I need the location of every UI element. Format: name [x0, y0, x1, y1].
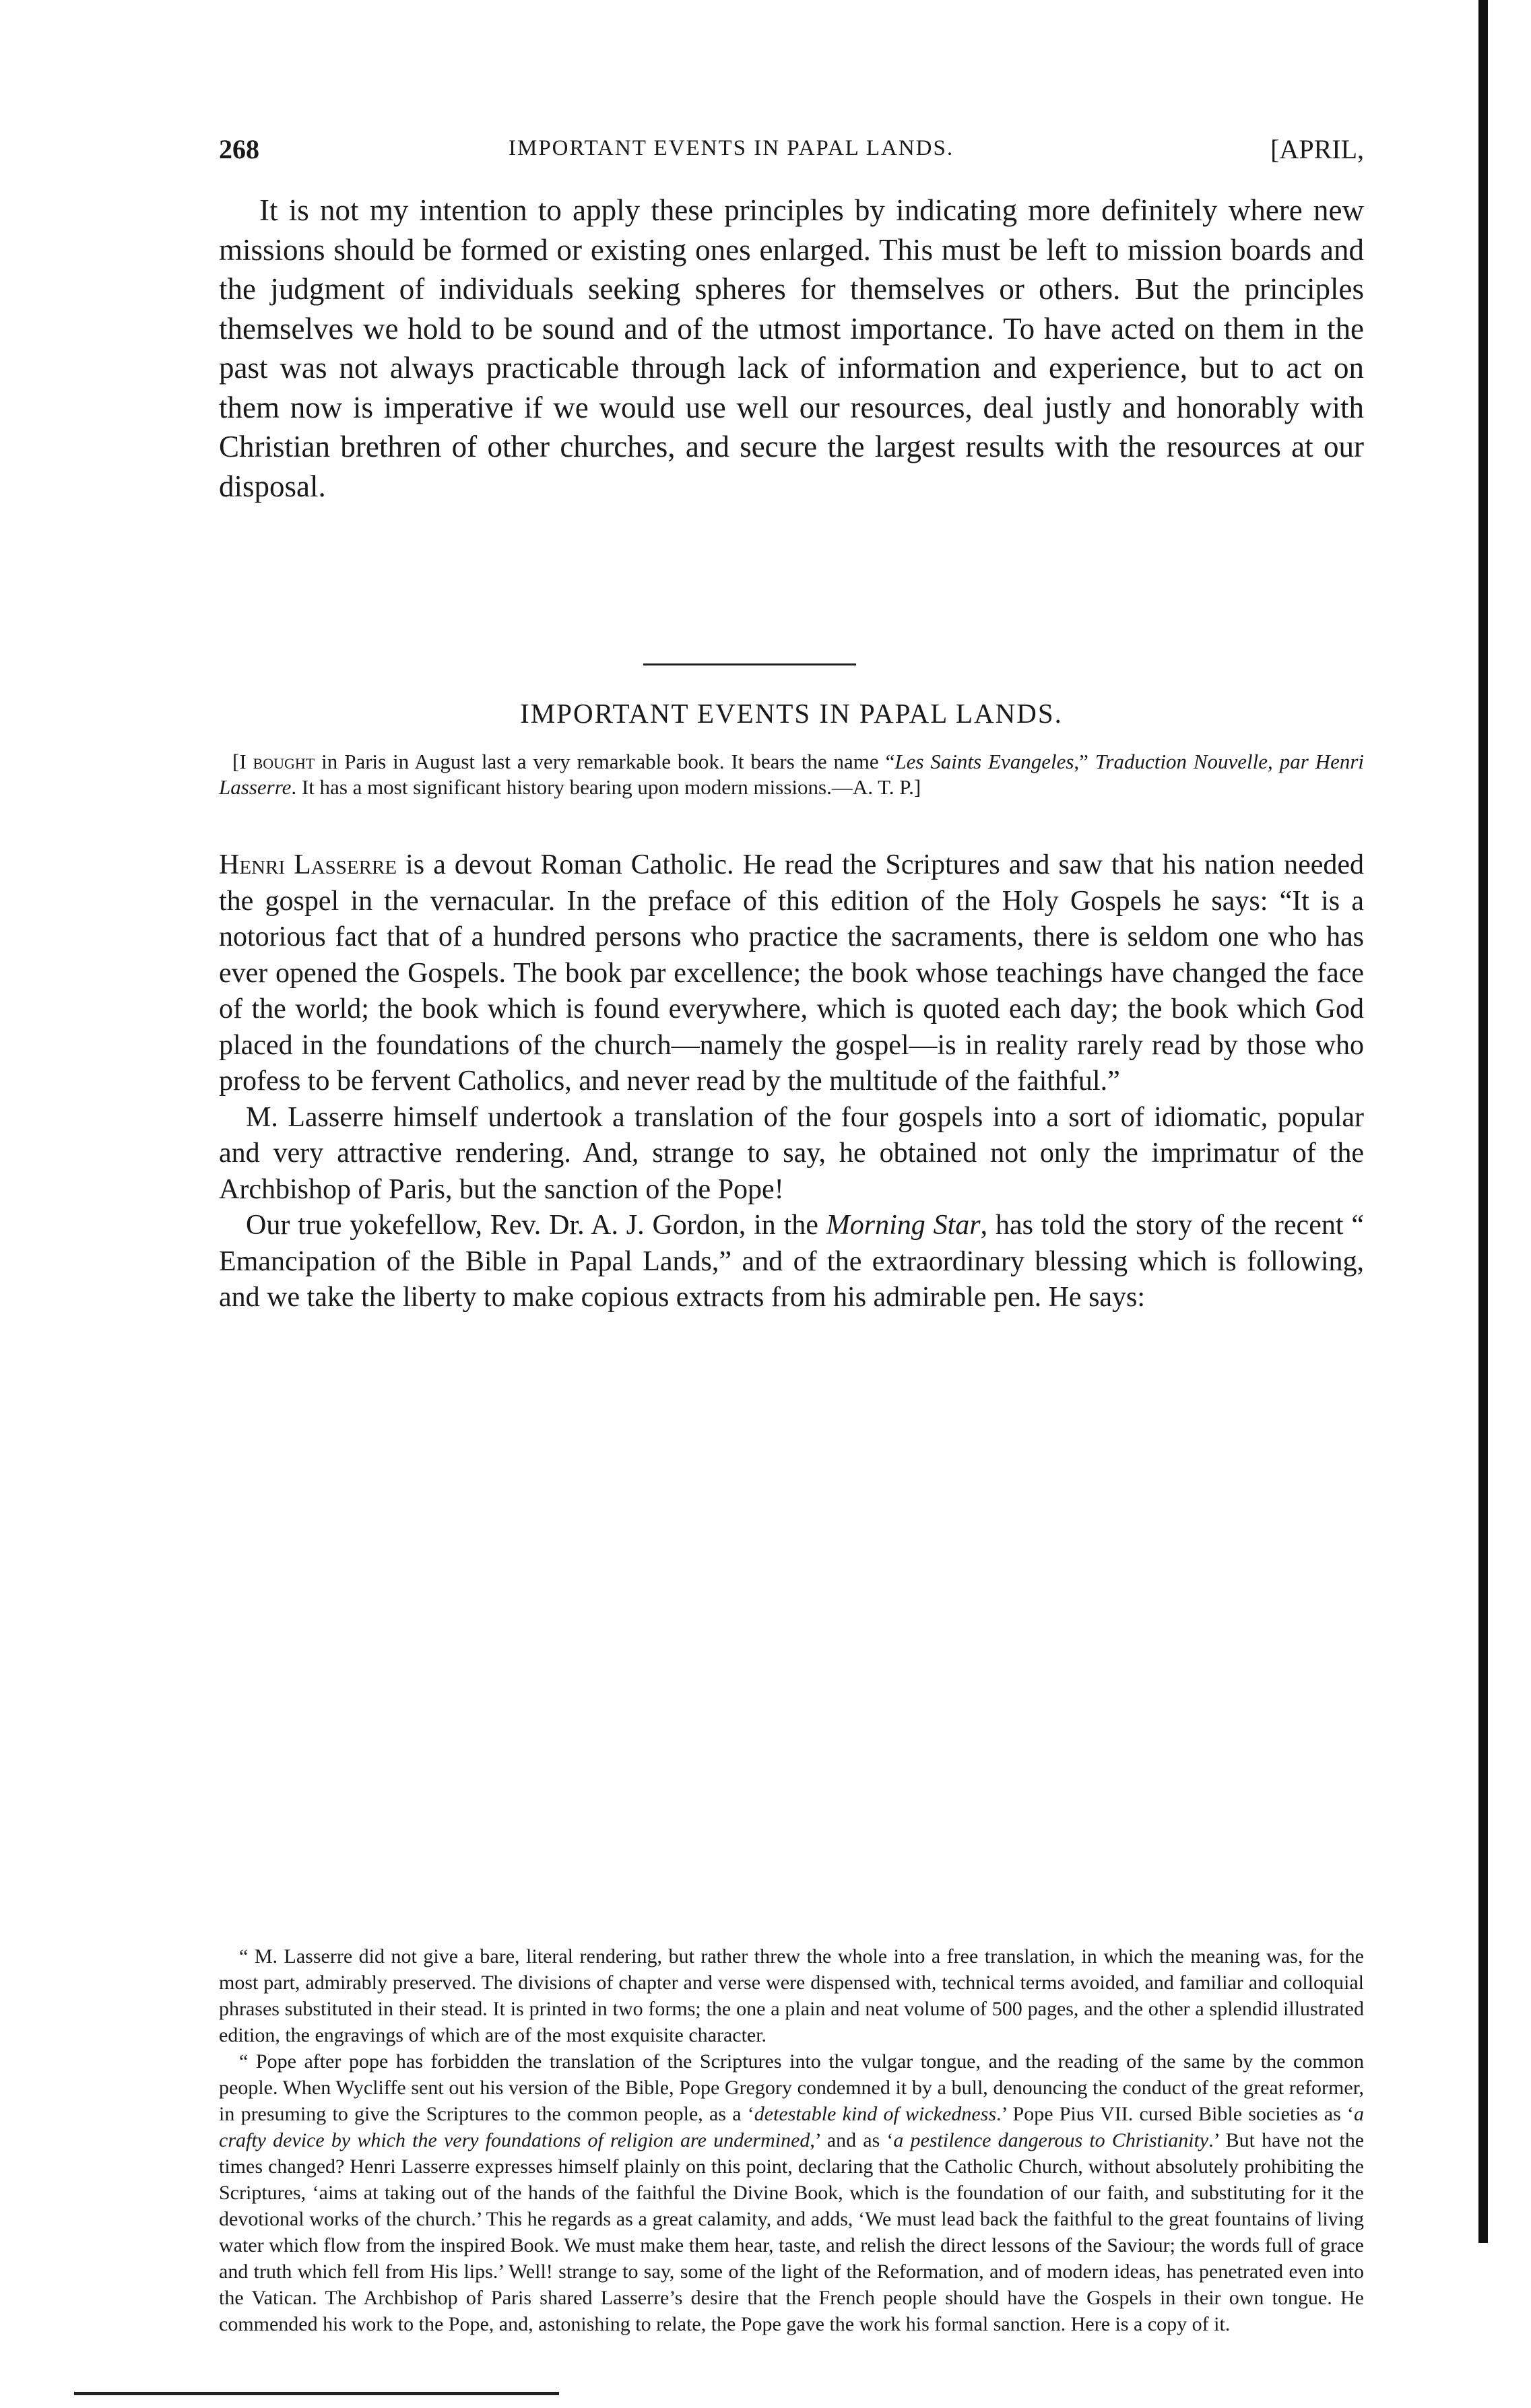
quote-2-italic-1: detestable kind of wickedness: [754, 2103, 997, 2125]
quote-2-italic-3: a pestilence dangerous to Christianity: [893, 2129, 1209, 2151]
quote-paragraph-1: “ M. Lasserre did not give a bare, literal rendering, but rather threw the whole into a free translation, in which the meaning was, for the most part, admirably preserved. The divisions of chapter and verse were dispensed with, technical terms avoided, and familiar and colloquial phrases substituted in their stead. It is printed in two forms; the one a plain and neat volume of 500 pages, and the other a splendid illustrated edition, the engravings of which are of the most exquisite character.: [219, 1945, 1364, 2046]
block-quote: [219, 1943, 1364, 2337]
note-smallcaps: bought: [253, 750, 315, 773]
article-title: IMPORTANT EVENTS IN PAPAL LANDS.: [520, 698, 1063, 729]
editor-note: [219, 749, 1364, 800]
quote-2-text-1: “ Pope after pope has forbidden the translation of the Scriptures into the vulgar tongue, and the reading of the same by the common people. When Wycliffe sent out his version of the Bible, Pope Gregory condemned it by a bull, denouncing the conduct of the great reformer, in presuming to give the Scriptures to the common people, as a ‘: [219, 2050, 1364, 2125]
note-text-3: . It has a most significant history bearing upon modern missions.—A. T. P.]: [291, 775, 921, 799]
note-text-2: ,”: [1074, 750, 1095, 773]
note-translation: Traduction Nouvelle, par Henri Lasserre: [219, 750, 1365, 799]
article-paragraph-3: [219, 1208, 1364, 1316]
paragraph-3-text-2: , has told the story of the recent “ Emancipation of the Bible in Papal Lands,” and of the extraordinary blessing which is following, and we take the liberty to make copious extracts from his admirable pen. He says:: [219, 1210, 1364, 1313]
section-divider: [643, 663, 856, 665]
quote-2-text-4: .’ But have not the times changed? Henri Lasserre expresses himself plainly on this point, declaring that the Catholic Church, without absolutely prohibiting the Scriptures, ‘aims at taking out of the hands of the faithful the Divine Book, which is the foundation of our faith, and substituting for it the devotional works of the church.’ This he regards as a great calamity, and adds, ‘We must lead back the faithful to the great fountains of living water which flow from the inspired Book. We must make them hear, taste, and relish the direct lessons of the Saviour; the words full of grace and truth which fell from His lips.’ Well! strange to say, some of the light of the Reformation, and of modern ideas, has penetrated even into the Vatican. The Archbishop of Paris shared Lasserre’s desire that the French people should have the Gospels in their own tongue. He commended his work to the Pope, and, astonishing to relate, the Pope gave the work his formal sanction. Here is a copy of it.: [219, 2129, 1365, 2335]
note-book-title: Les Saints Evangeles: [894, 750, 1074, 773]
article-body: [219, 847, 1364, 1316]
header-month: [APRIL,: [1270, 134, 1364, 164]
running-title: IMPORTANT EVENTS IN PAPAL LANDS.: [509, 136, 954, 160]
page-edge-rule: [1478, 0, 1488, 2243]
lead-name: Henri Lasserre: [219, 849, 397, 880]
bottom-edge-rule: [74, 2392, 559, 2395]
quote-2-text-3: ,’ and as ‘: [810, 2129, 894, 2151]
quote-paragraph-2: [219, 2048, 1364, 2337]
note-open: [I: [232, 750, 253, 773]
quote-2-italic-2: a crafty device by which the very foundations of religion are undermined: [219, 2103, 1364, 2151]
quote-2-text-2: .’ Pope Pius VII. cursed Bible societies as ‘: [996, 2103, 1354, 2125]
page-header: [219, 133, 1364, 174]
article-paragraph-2: M. Lasserre himself undertook a translation of the four gospels into a sort of idiomatic, popular and very attractive rendering. And, strange to say, he obtained not only the imprimatur of the Archbishop of Paris, but the sanction of the Pope!: [219, 1101, 1364, 1205]
paragraph-3-text-1: Our true yokefellow, Rev. Dr. A. J. Gordon, in the: [246, 1210, 826, 1241]
article-paragraph-1: [219, 847, 1364, 1100]
intro-paragraph: It is not my intention to apply these principles by indicating more definitely where new missions should be formed or existing ones enlarged. This must be left to mission boards and the judgment of individuals seeking spheres for themselves or others. But the principles themselves we hold to be sound and of the utmost importance. To have acted on them in the past was not always practicable through lack of information and experience, but to act on them now is imperative if we would use well our resources, deal justly and honorably with Christian brethren of other churches, and secure the largest results with the resources at our disposal.: [219, 193, 1364, 503]
page-number: 268: [219, 134, 259, 164]
periodical-title: Morning Star: [826, 1210, 981, 1241]
note-text-1: in Paris in August last a very remarkable book. It bears the name “: [315, 750, 895, 773]
paragraph-1-text: is a devout Roman Catholic. He read the Scriptures and saw that his nation needed the gospel in the vernacular. In the preface of this edition of the Holy Gospels he says: “It is a notorious fact that of a hundred persons who practice the sacraments, there is seldom one who has ever opened the Gospels. The book par excellence; the book whose teachings have changed the face of the world; the book which is found everywhere, which is quoted each day; the book which God placed in the foundations of the church—namely the gospel—is in reality rarely read by those who profess to be fervent Catholics, and never read by the multitude of the faithful.”: [219, 849, 1364, 1097]
